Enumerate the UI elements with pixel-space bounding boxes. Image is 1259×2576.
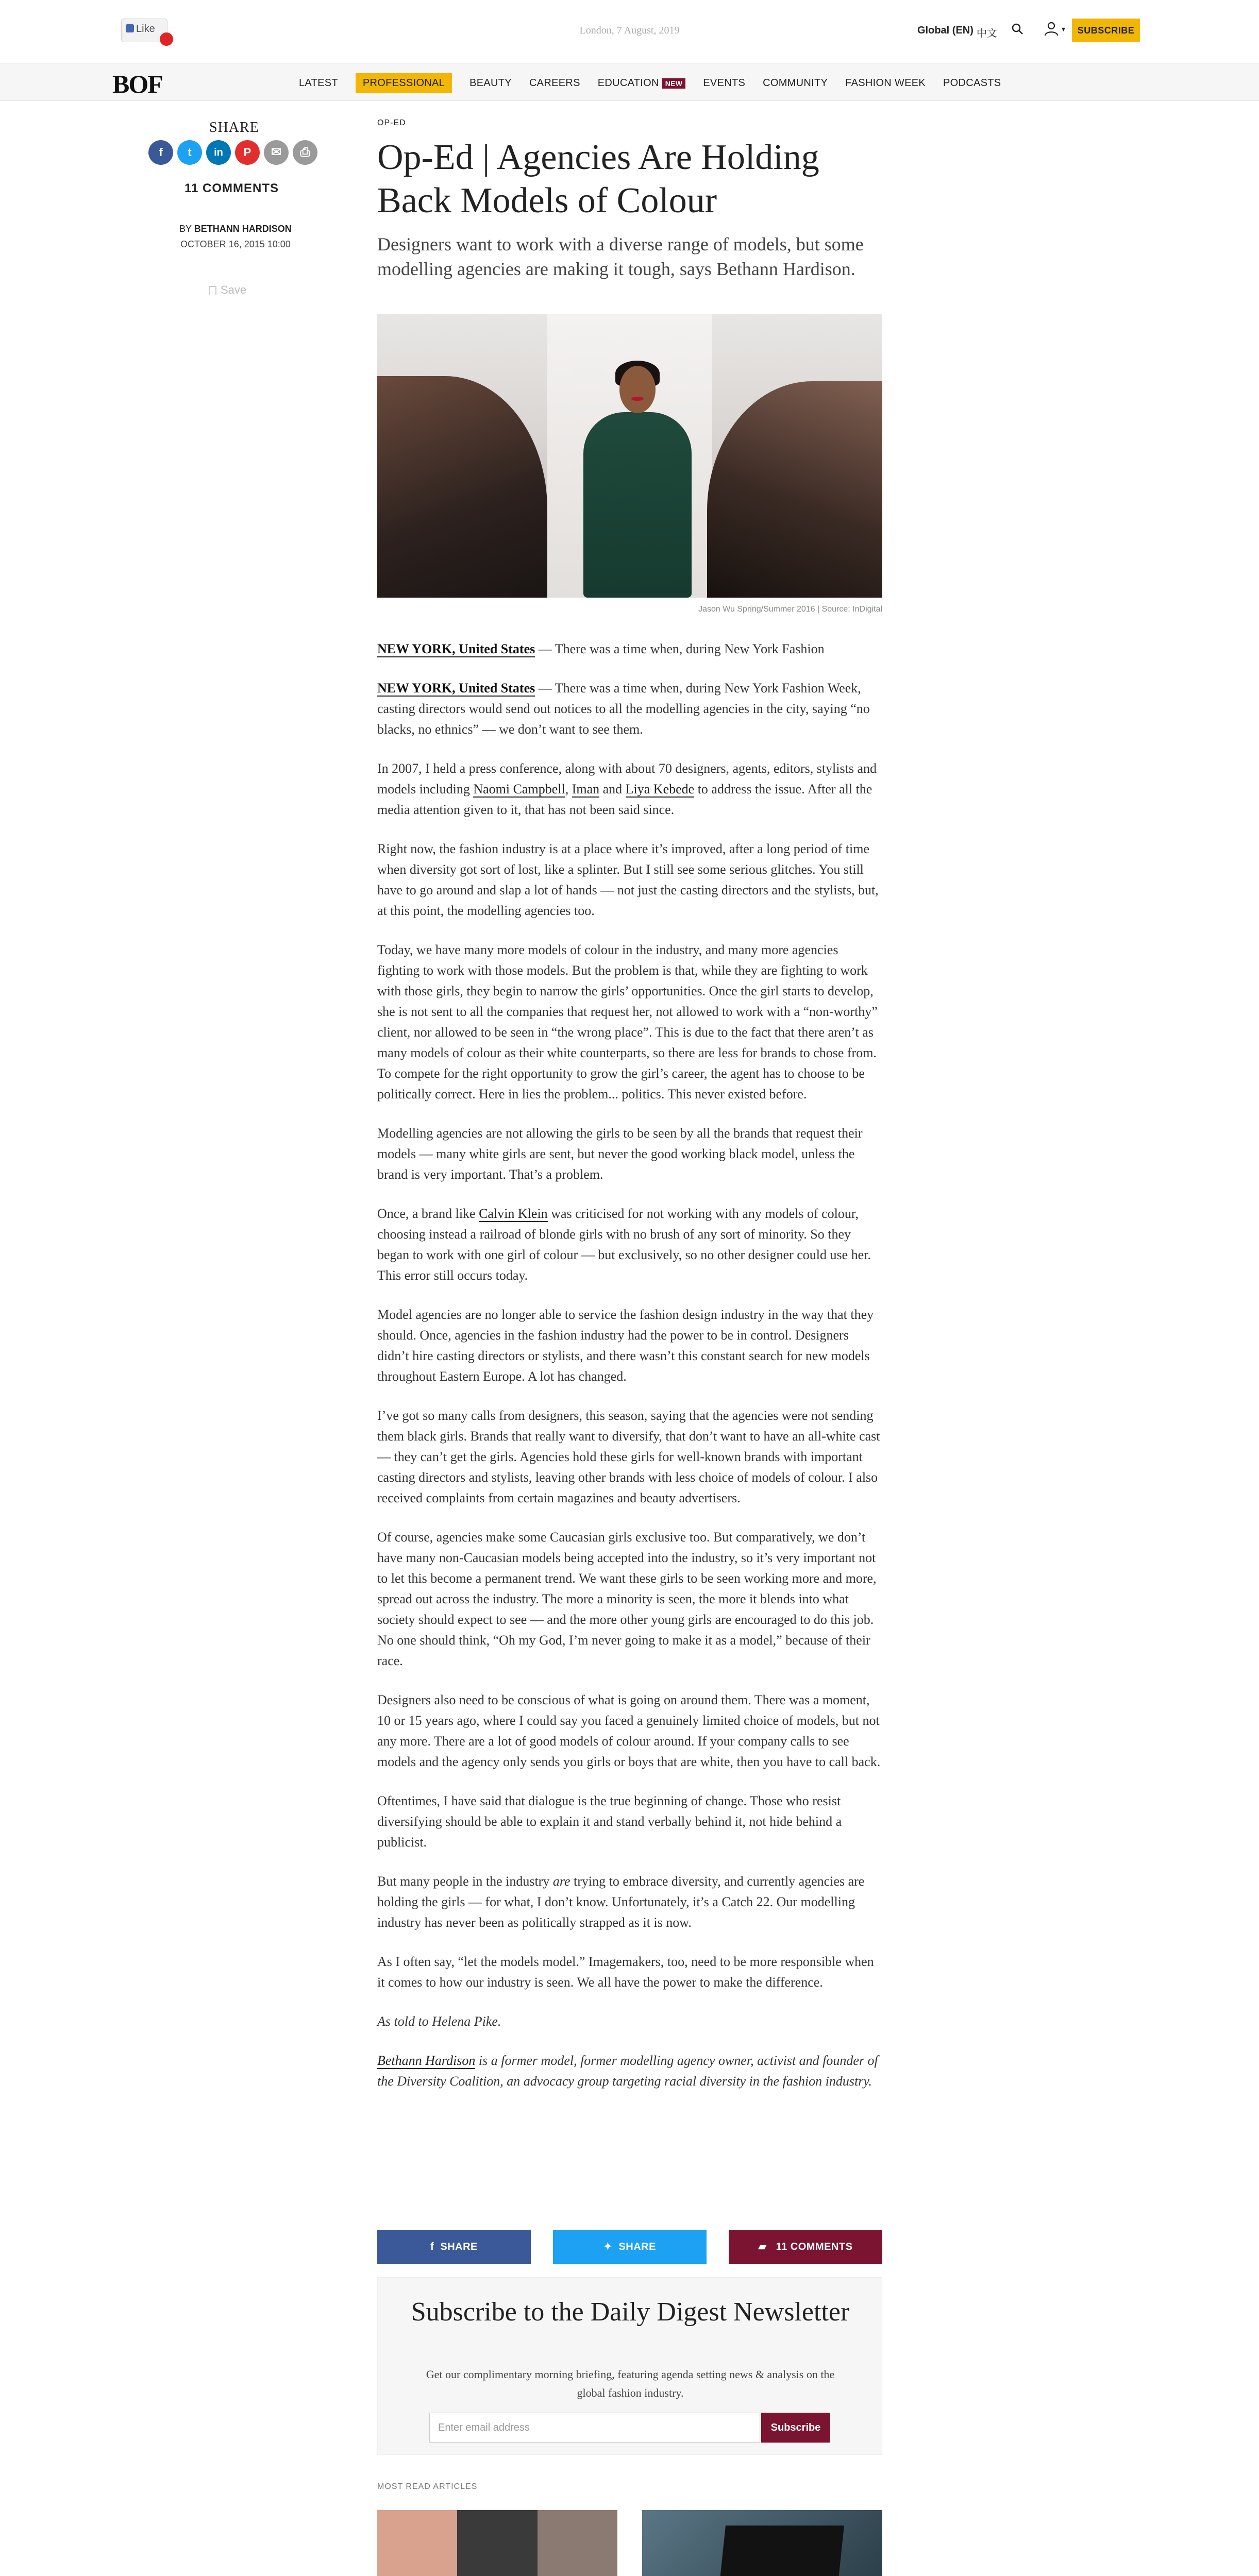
liya-kebede-link[interactable]: Liya Kebede xyxy=(625,782,695,796)
paragraph-text: But many people in the industry xyxy=(377,1874,553,1889)
email-icon[interactable]: ✉ xyxy=(264,140,289,165)
newsletter-description: Get our complimentary morning briefing, featuring agenda setting news & analysis on the global fashion industry. xyxy=(426,2368,835,2399)
nav-education-label: EDUCATION xyxy=(597,77,659,89)
as-told-to: As told to Helena Pike. xyxy=(377,2014,501,2029)
facebook-icon: f xyxy=(430,2241,441,2252)
main-nav xyxy=(0,64,1259,101)
paragraph-6 xyxy=(377,1204,882,1286)
twitter-share-label: SHARE xyxy=(618,2241,656,2252)
model-head xyxy=(619,366,656,413)
paragraph-text: Once, a brand like xyxy=(377,1206,479,1221)
naomi-campbell-link[interactable]: Naomi Campbell xyxy=(473,782,565,796)
nav-community[interactable]: COMMUNITY xyxy=(763,77,828,89)
paragraph-4: Today, we have many more models of colour in the industry, and many more agencies fighting to work with those models. But the problem is that, while they are fighting to work with those girls, they begin to narrow the girls’ opportunities. Once the girl starts to develop, she is not sent to all the companies that request her, not allowed to work with a “non-worthy” client, nor allowed to be seen in “the wrong place”. This is due to the fact that there aren’t as many models of colour as their white counterparts, so there are less for brands to chose from. To compete for the right opportunity to grow the girl’s career, the agent has to choose to be politically correct. Here in lies the problem... politics. This never existed before. xyxy=(377,942,878,1101)
paragraph-1 xyxy=(377,678,882,740)
like-label: Like xyxy=(136,23,155,35)
audience-right xyxy=(707,381,882,598)
paragraph-12 xyxy=(377,1871,882,1933)
comments-button[interactable] xyxy=(729,2230,882,2264)
new-badge: NEW xyxy=(662,78,686,89)
paragraph-5: Modelling agencies are not allowing the girls to be seen by all the brands that request their models — many white girls are sent, but never the good working black model, unless the brand is very important. That’s a problem. xyxy=(377,1126,863,1182)
model-lips xyxy=(631,397,644,401)
separator: and xyxy=(599,782,626,796)
nav-education[interactable] xyxy=(598,77,686,89)
twitter-icon: ✦ xyxy=(603,2241,619,2252)
facebook-icon[interactable]: f xyxy=(148,140,173,165)
paragraph-13: As I often say, “let the models model.” Imagemakers, too, need to be more responsible when it comes to how our industry is seen. We all have the power to make the difference. xyxy=(377,1954,874,1990)
region-selector[interactable]: Global (EN) xyxy=(917,25,973,36)
location-link[interactable]: NEW YORK, United States xyxy=(377,641,535,656)
paragraph-text: to address the issue. After all the media attention given to it, that has not been said since. xyxy=(377,782,872,817)
most-read-card[interactable] xyxy=(642,2510,882,2576)
separator: , xyxy=(565,782,572,796)
comment-icon: ▰ xyxy=(758,2241,776,2252)
teaser-paragraph xyxy=(377,639,882,659)
share-icons xyxy=(148,140,322,165)
author-bio xyxy=(377,2050,882,2092)
bottom-share-bar xyxy=(377,2230,882,2264)
save-button[interactable] xyxy=(209,283,246,297)
article-category[interactable]: OP-ED xyxy=(377,118,406,127)
newsletter-title: Subscribe to the Daily Digest Newsletter xyxy=(411,2297,850,2327)
paragraph-8: I’ve got so many calls from designers, this season, saying that the agencies were not sending them black girls. Brands that really want to diversify, that don’t want to have an all-white cast — they can’t get the girls. Agencies hold these girls for well-known brands with important casting directors and stylists, leaving other brands with less choice of models of colour. I also received complaints from certain magazines and beauty advertisers. xyxy=(377,1408,880,1505)
image-caption: Jason Wu Spring/Summer 2016 | Source: InDigital xyxy=(698,605,882,614)
nav-fashion-week[interactable]: FASHION WEEK xyxy=(845,77,926,89)
nav-items xyxy=(299,73,1018,93)
paragraph-text: trying to embrace diversity, and currently agencies are holding the girls — for what, I don’t know. Unfortunately, it’s a Catch 22. Our modelling industry has never been as politically strapped as it is now. xyxy=(377,1874,865,1930)
facebook-share-label: SHARE xyxy=(440,2241,478,2252)
hero-image xyxy=(377,314,882,598)
article-body xyxy=(377,639,882,2092)
paragraph-text: was criticised for not working with any models of colour, choosing instead a railroad of blonde girls with no brush of any sort of minority. So they began to work with one girl of colour — but exclusively, so no other designer could use her. This error still occurs today. xyxy=(377,1206,871,1283)
flipboard-icon[interactable]: P xyxy=(235,140,260,165)
paragraph-text: In 2007, I held a press conference, along with about 70 designers, agents, editors, stylists and models including xyxy=(377,761,877,796)
article-headline: Op-Ed | Agencies Are Holding Back Models of Colour xyxy=(377,138,819,221)
byline-prefix: BY xyxy=(179,224,192,234)
twitter-share-button[interactable] xyxy=(553,2230,707,2264)
card-thumbnail[interactable] xyxy=(377,2510,617,2576)
email-input[interactable] xyxy=(429,2413,760,2443)
user-icon[interactable] xyxy=(1044,22,1059,36)
site-logo[interactable]: BOF xyxy=(112,70,162,98)
byline xyxy=(179,224,292,234)
paragraph-text: — There was a time when, during New York Fashion Week, casting directors would send out notices to all the modelling agencies in the city, saying “no blacks, no ethnics” — we don’t want to see them. xyxy=(377,681,870,737)
nav-careers[interactable]: CAREERS xyxy=(529,77,580,89)
comments-label: 11 COMMENTS xyxy=(776,2241,853,2252)
location-link[interactable]: NEW YORK, United States xyxy=(377,681,535,696)
paragraph-10: Designers also need to be conscious of what is going on around them. There was a moment, 10 or 15 years ago, where I could say you faced a genuinely limited choice of models, but not any more. There are a lot of good models of colour around. If your company calls to see models and the agency only sends you girls or boys that are white, then you have to call back. xyxy=(377,1692,881,1769)
author-bio-text: is a former model, former modelling agency owner, activist and founder of the Diversity Coalition, an advocacy group targeting racial diversity in the fashion industry. xyxy=(377,2053,878,2089)
iman-link[interactable]: Iman xyxy=(572,782,600,796)
emphasis: are xyxy=(552,1874,570,1889)
dateline: London, 7 August, 2019 xyxy=(579,25,680,36)
nav-latest[interactable]: LATEST xyxy=(299,77,338,89)
nav-events[interactable]: EVENTS xyxy=(703,77,746,89)
share-title: SHARE xyxy=(209,120,259,135)
subscribe-button[interactable]: SUBSCRIBE xyxy=(1072,19,1140,42)
search-icon[interactable] xyxy=(1011,23,1023,35)
author-link[interactable]: BETHANN HARDISON xyxy=(194,224,292,234)
nav-professional[interactable]: PROFESSIONAL xyxy=(356,73,452,93)
publish-date: OCTOBER 16, 2015 10:00 xyxy=(180,239,291,249)
language-link[interactable]: 中文 xyxy=(977,28,997,39)
paragraph-2 xyxy=(377,758,882,820)
newsletter-subscribe-button[interactable]: Subscribe xyxy=(761,2413,830,2443)
audience-left xyxy=(377,376,547,598)
paragraph-11: Oftentimes, I have said that dialogue is the true beginning of change. Those who resist diversifying should be able to explain it and stand verbally behind it, not hide behind a publicist. xyxy=(377,1793,842,1850)
print-icon[interactable]: ⎙ xyxy=(293,140,317,165)
nav-podcasts[interactable]: PODCASTS xyxy=(943,77,1001,89)
article xyxy=(377,118,882,2092)
linkedin-icon[interactable]: in xyxy=(206,140,231,165)
top-bar xyxy=(0,0,1259,64)
comments-link[interactable]: 11 COMMENTS xyxy=(184,181,279,195)
most-read-card[interactable] xyxy=(377,2510,617,2576)
save-label: Save xyxy=(221,283,247,296)
nav-beauty[interactable]: BEAUTY xyxy=(469,77,512,89)
model-coat xyxy=(583,412,692,598)
author-bio-link[interactable]: Bethann Hardison xyxy=(377,2053,476,2068)
paragraph-9: Of course, agencies make some Caucasian girls exclusive too. But comparatively, we don’t have many non-Caucasian models being accepted into the industry, so it’s very important not to let this become a permanent trend. We want these girls to be seen working more and more, spread out across the industry. The more a minority is seen, the more it blends into what society should expect to see — and the more other young girls are encouraged to do this job. No one should think, “Oh my God, I’m never going to make it as a model,” because of their race. xyxy=(377,1530,877,1668)
most-read-title: MOST READ ARTICLES xyxy=(377,2482,478,2491)
paragraph-3: Right now, the fashion industry is at a place where it’s improved, after a long period of time when diversity got sort of lost, like a splinter. But I still see some serious glitches. You still have to go around and slap a lot of hands — not just the casting directors and the stylists, but, at this point, the modelling agencies too. xyxy=(377,841,879,918)
calvin-klein-link[interactable]: Calvin Klein xyxy=(479,1206,548,1221)
article-dek: Designers want to work with a diverse range of models, but some modelling agencies are making it tough, says Bethann Hardison. xyxy=(377,234,864,279)
bookmark-icon xyxy=(209,286,216,295)
twitter-icon[interactable]: t xyxy=(177,140,202,165)
caret-down-icon[interactable]: ▾ xyxy=(1062,25,1066,33)
paragraph-7: Model agencies are no longer able to service the fashion design industry in the way that they should. Once, agencies in the fashion industry had the power to be in control. Designers didn’t hire casting directors or stylists, and there wasn’t this constant search for new models throughout Eastern Europe. A lot has changed. xyxy=(377,1307,874,1384)
card-thumbnail[interactable] xyxy=(642,2510,882,2576)
teaser-text: — There was a time when, during New York Fashion xyxy=(535,641,825,656)
facebook-share-button[interactable] xyxy=(377,2230,531,2264)
newsletter-signup xyxy=(377,2277,882,2455)
